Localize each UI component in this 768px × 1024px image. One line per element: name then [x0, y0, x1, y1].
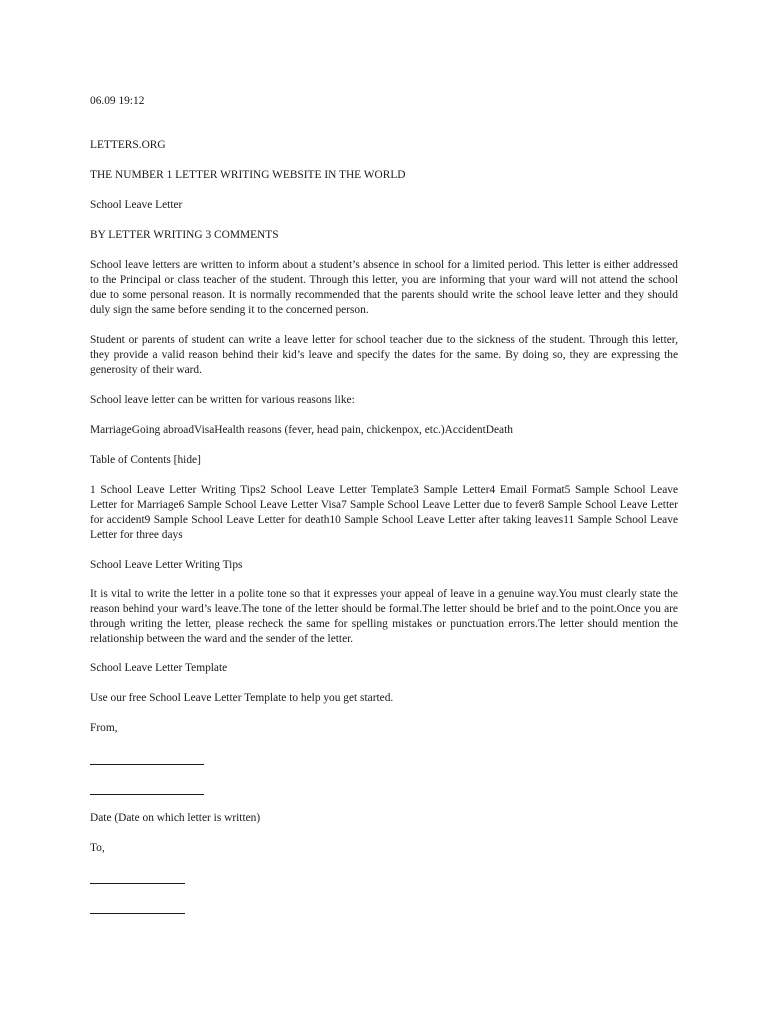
to-label: To,	[90, 842, 105, 854]
sender-name-line	[90, 764, 204, 765]
sender-address-line	[90, 794, 204, 795]
article-byline: BY LETTER WRITING 3 COMMENTS	[90, 229, 279, 241]
article-title: School Leave Letter	[90, 199, 183, 211]
toc-heading: Table of Contents [hide]	[90, 454, 201, 466]
recipient-name-line	[90, 883, 185, 884]
intro-paragraph-2: Student or parents of student can write a leave letter for school teacher due to the sickness of the student. Through this letter, they provide a valid reason behind their kid’s leave and specify the dates for the same. By doing so, they are expressing the generosity of their ward.	[90, 334, 678, 376]
template-heading: School Leave Letter Template	[90, 662, 228, 674]
intro-paragraph-1: School leave letters are written to inform about a student’s absence in school for a limited period. This letter is either addressed to the Principal or class teacher of the student. Through this letter, you are informing that your ward will not attend the school due to some personal reason. It is normally recommended that the parents should write the school leave letter and they should duly sign the same before sending it to the concerned person.	[90, 259, 678, 316]
recipient-address-line	[90, 913, 185, 914]
tips-heading: School Leave Letter Writing Tips	[90, 559, 243, 571]
tips-paragraph: It is vital to write the letter in a polite tone so that it expresses your appeal of leave in a genuine way.You must clearly state the reason behind your ward’s leave.The tone of the letter should be formal.The letter should be brief and to the point.Once you are through writing the letter, please recheck the same for spelling mistakes or punctuation errors.The letter should mention the relationship between the ward and the sender of the letter.	[90, 588, 678, 645]
toc-items: 1 School Leave Letter Writing Tips2 School Leave Letter Template3 Sample Letter4 Email Format5 Sample School Leave Letter for Marriage6 Sample School Leave Letter Visa7 Sample School Leave Letter due to fever8 Sample School Leave Letter for accident9 Sample School Leave Letter for death10 Sample School Leave Letter after taking leaves11 Sample School Leave Letter for three days	[90, 484, 678, 541]
timestamp: 06.09 19:12	[90, 95, 145, 107]
site-tagline: THE NUMBER 1 LETTER WRITING WEBSITE IN THE WORLD	[90, 169, 406, 181]
reasons-list: MarriageGoing abroadVisaHealth reasons (fever, head pain, chickenpox, etc.)AccidentDeath	[90, 424, 513, 436]
reasons-intro: School leave letter can be written for various reasons like:	[90, 394, 355, 406]
template-intro: Use our free School Leave Letter Template to help you get started.	[90, 692, 394, 704]
from-label: From,	[90, 722, 118, 734]
date-label: Date (Date on which letter is written)	[90, 812, 261, 824]
site-name: LETTERS.ORG	[90, 139, 166, 151]
